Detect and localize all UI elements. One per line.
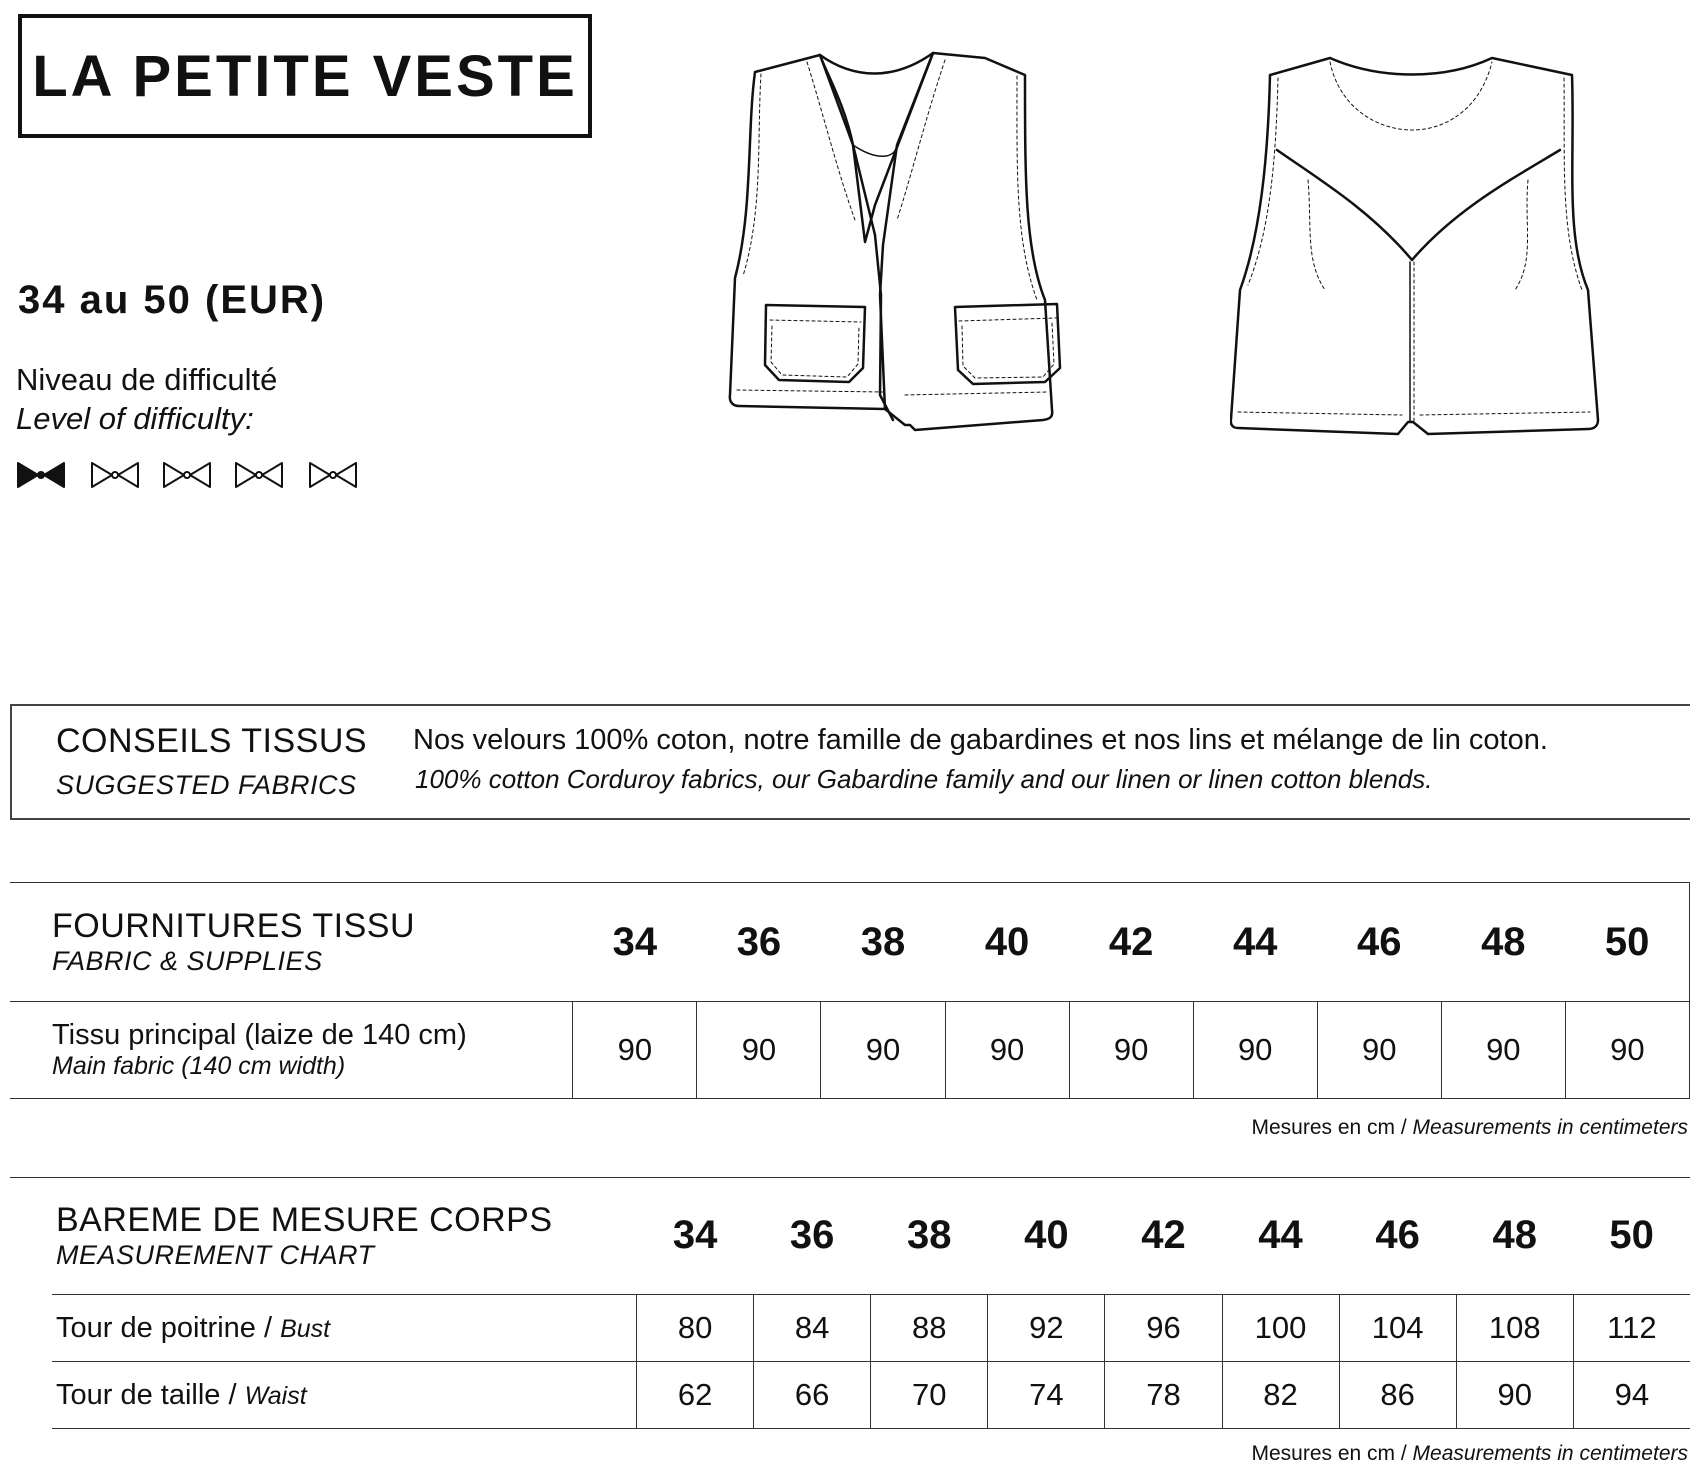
size-header: 48 — [1456, 1177, 1573, 1295]
bust-label-en: Bust — [280, 1314, 331, 1343]
difficulty-label-en: Level of difficulty: — [16, 401, 254, 436]
size-header: 46 — [1317, 883, 1441, 1002]
fabrics-heading-fr: CONSEILS TISSUS — [56, 722, 368, 760]
bow-tie-icon-4 — [236, 463, 282, 487]
table-row — [52, 1295, 1690, 1362]
size-header: 36 — [754, 1177, 871, 1295]
main-fabric-label-en: Main fabric (140 cm width) — [52, 1052, 346, 1080]
fabric-value: 90 — [945, 1002, 1069, 1099]
vest-back-sketch — [1230, 50, 1600, 475]
fabric-value: 90 — [573, 1002, 697, 1099]
waist-value: 90 — [1456, 1362, 1573, 1429]
size-header: 40 — [945, 883, 1069, 1002]
page-title: LA PETITE VESTE — [32, 43, 578, 109]
supplies-heading-en: FABRIC & SUPPLIES — [52, 946, 323, 976]
waist-label-en: Waist — [244, 1381, 307, 1410]
size-header: 34 — [573, 883, 697, 1002]
measurement-heading — [52, 1177, 637, 1295]
bust-value: 84 — [754, 1295, 871, 1362]
waist-label — [52, 1362, 637, 1429]
size-header: 38 — [821, 883, 945, 1002]
main-fabric-label-fr: Tissu principal (laize de 140 cm) — [52, 1019, 467, 1051]
size-header: 42 — [1069, 883, 1193, 1002]
supplies-note-fr: Mesures en cm / — [1251, 1116, 1407, 1139]
size-header: 48 — [1441, 883, 1565, 1002]
bust-value: 96 — [1105, 1295, 1222, 1362]
fabric-value: 90 — [1193, 1002, 1317, 1099]
waist-value: 70 — [871, 1362, 988, 1429]
measurement-note-fr: Mesures en cm / — [1251, 1442, 1407, 1465]
size-header: 42 — [1105, 1177, 1222, 1295]
difficulty-label-fr: Niveau de difficulté — [16, 362, 278, 397]
fabric-value: 90 — [1441, 1002, 1565, 1099]
fabric-value: 90 — [697, 1002, 821, 1099]
bust-value: 92 — [988, 1295, 1105, 1362]
supplies-heading — [10, 883, 573, 1002]
table-row — [10, 1002, 1690, 1099]
bust-value: 112 — [1573, 1295, 1690, 1362]
supplies-note-en: Measurements in centimeters — [1412, 1116, 1688, 1139]
bust-value: 80 — [637, 1295, 754, 1362]
fabric-value: 90 — [1317, 1002, 1441, 1099]
waist-value: 86 — [1339, 1362, 1456, 1429]
size-header: 44 — [1193, 883, 1317, 1002]
measurement-units-note — [1251, 1442, 1688, 1466]
bust-label-fr: Tour de poitrine / — [56, 1311, 273, 1344]
supplies-header-row — [10, 883, 1690, 1002]
size-header: 50 — [1565, 883, 1689, 1002]
table-row — [52, 1362, 1690, 1429]
waist-value: 66 — [754, 1362, 871, 1429]
vest-front-sketch — [725, 50, 1097, 475]
waist-value: 94 — [1573, 1362, 1690, 1429]
waist-label-fr: Tour de taille / — [56, 1378, 237, 1411]
size-header: 50 — [1573, 1177, 1690, 1295]
bow-tie-icon-3 — [164, 463, 210, 487]
measurement-heading-en: MEASUREMENT CHART — [56, 1239, 375, 1270]
bust-value: 108 — [1456, 1295, 1573, 1362]
bow-tie-icon-5 — [310, 463, 356, 487]
waist-value: 62 — [637, 1362, 754, 1429]
size-header: 34 — [637, 1177, 754, 1295]
bust-value: 100 — [1222, 1295, 1339, 1362]
waist-value: 74 — [988, 1362, 1105, 1429]
waist-value: 82 — [1222, 1362, 1339, 1429]
size-header: 46 — [1339, 1177, 1456, 1295]
supplies-heading-fr: FOURNITURES TISSU — [52, 907, 416, 945]
fabric-value: 90 — [821, 1002, 945, 1099]
sizes-range: 34 au 50 (EUR) — [18, 278, 327, 322]
difficulty-rating — [16, 458, 376, 492]
size-header: 36 — [697, 883, 821, 1002]
measurement-heading-fr: BAREME DE MESURE CORPS — [56, 1200, 553, 1239]
fabrics-text-en: 100% cotton Corduroy fabrics, our Gabardine family and our linen or linen cotton blends. — [415, 764, 1433, 794]
bust-value: 88 — [871, 1295, 988, 1362]
fabric-value: 90 — [1565, 1002, 1689, 1099]
size-header: 44 — [1222, 1177, 1339, 1295]
supplies-units-note — [1251, 1116, 1688, 1140]
bust-label — [52, 1295, 637, 1362]
bow-tie-icon-2 — [92, 463, 138, 487]
fabrics-heading-en: SUGGESTED FABRICS — [56, 770, 357, 800]
waist-value: 78 — [1105, 1362, 1222, 1429]
bust-value: 104 — [1339, 1295, 1456, 1362]
supplies-table — [10, 882, 1690, 1099]
fabrics-text-fr: Nos velours 100% coton, notre famille de gabardines et nos lins et mélange de lin coton. — [413, 724, 1548, 756]
fabric-value: 90 — [1069, 1002, 1193, 1099]
bow-tie-icon-1 — [18, 463, 64, 487]
measurement-table — [52, 1177, 1690, 1429]
size-header: 40 — [988, 1177, 1105, 1295]
main-fabric-label — [10, 1002, 573, 1099]
size-header: 38 — [871, 1177, 988, 1295]
title-box — [18, 14, 592, 138]
measurement-header-row — [52, 1177, 1690, 1295]
measurement-note-en: Measurements in centimeters — [1412, 1442, 1688, 1465]
